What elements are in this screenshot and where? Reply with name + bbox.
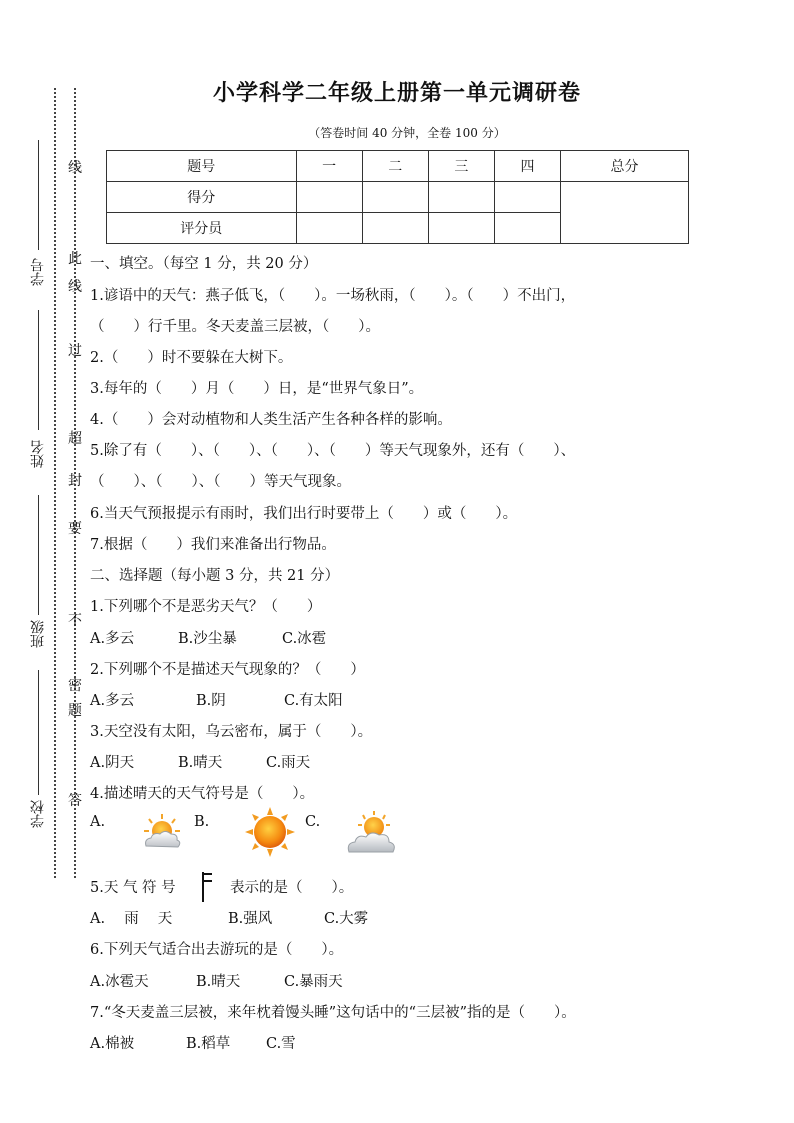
option-c[interactable]: C.雨天: [266, 755, 311, 771]
page-title: 小学科学二年级上册第一单元调研卷: [212, 81, 581, 106]
options-row: [90, 689, 343, 710]
question-text-after: 表示的是（ ）。: [230, 880, 354, 896]
question-line: 2.（ ）时不要躲在大树下。: [90, 350, 293, 366]
cut-line-char: 此: [68, 251, 82, 267]
wind-flag-symbol-icon: [200, 872, 216, 902]
option-c[interactable]: C.雪: [266, 1036, 296, 1052]
question-line: 6.当天气预报提示有雨时，我们出行时要带上（ ）或（ ）。: [90, 506, 518, 522]
grader-cell[interactable]: [428, 213, 494, 244]
grader-cell[interactable]: [296, 213, 362, 244]
option-b[interactable]: B.晴天: [178, 755, 223, 771]
question-line: （ ）、（ ）、（ ）等天气现象。: [90, 474, 351, 490]
table-row: [107, 182, 689, 213]
question-line: （ ）行千里。冬天麦盖三层被，（ ）。: [90, 319, 380, 335]
question-text: 7.“冬天麦盖三层被，来年枕着馒头睡”这句话中的“三层被”指的是（ ）。: [90, 1005, 576, 1021]
question-text: [90, 876, 176, 897]
cut-line-char: 过: [68, 343, 82, 359]
score-table: [106, 150, 689, 244]
option-a[interactable]: A.多云: [90, 631, 135, 647]
sun-over-cloud-icon: [344, 810, 398, 858]
table-header: 一: [296, 151, 362, 182]
question-line: 1.谚语中的天气：燕子低飞，（ ）。一场秋雨，（ ）。（ ）不出门，: [90, 288, 576, 304]
option-a[interactable]: A.阴天: [90, 755, 135, 771]
option-b[interactable]: B.沙尘暴: [178, 631, 237, 647]
option-b[interactable]: B.: [194, 814, 210, 830]
student-id-label: 学号: [30, 258, 46, 286]
grader-cell[interactable]: [362, 213, 428, 244]
table-header: 二: [362, 151, 428, 182]
school-blank: [38, 670, 39, 795]
question-text: 4.描述晴天的天气符号是（ ）。: [90, 786, 315, 802]
row-label: 得分: [107, 182, 297, 213]
option-c[interactable]: C.有太阳: [284, 693, 343, 709]
question-text: 6.下列天气适合出去游玩的是（ ）。: [90, 942, 344, 958]
cut-line-char: 超: [68, 431, 82, 447]
options-row: [90, 1032, 296, 1053]
table-header: 总分: [561, 151, 689, 182]
question-line: 5.除了有（ ）、（ ）、（ ）、（ ）等天气现象外，还有（ ）、: [90, 443, 576, 459]
question-text: 3.天空没有太阳，乌云密布，属于（ ）。: [90, 724, 373, 740]
table-row: [107, 151, 689, 182]
row-label: 评分员: [107, 213, 297, 244]
sun-behind-cloud-icon: [140, 812, 184, 852]
sun-icon: [244, 806, 296, 858]
score-cell[interactable]: [428, 182, 494, 213]
option-b[interactable]: B.阴: [196, 693, 226, 709]
options-row: [90, 627, 326, 648]
options-row: [90, 751, 310, 772]
score-cell[interactable]: [296, 182, 362, 213]
question-line: 4.（ ）会对动植物和人类生活产生各种各样的影响。: [90, 412, 452, 428]
cut-line-char: 封: [68, 473, 82, 489]
question-line: 7.根据（ ）我们来准备出行物品。: [90, 537, 336, 553]
cut-line-char: 线: [68, 160, 82, 176]
question-text: 1.下列哪个不是恶劣天气？（ ）: [90, 599, 322, 615]
section-heading: 二、选择题（每小题 3 分，共 21 分）: [90, 568, 340, 584]
question-text-before: 5.天 气 符 号: [90, 880, 176, 896]
option-b[interactable]: B.晴天: [196, 974, 241, 990]
table-header: 题号: [107, 151, 297, 182]
class-blank: [38, 495, 39, 615]
option-a[interactable]: A.多云: [90, 693, 135, 709]
cut-line-char: 线: [68, 279, 82, 295]
option-a[interactable]: A. 雨 天: [90, 911, 173, 927]
table-header: 四: [494, 151, 560, 182]
option-b[interactable]: B.强风: [228, 911, 273, 927]
school-label: 学校: [30, 800, 46, 828]
option-a[interactable]: A.冰雹天: [90, 974, 149, 990]
options-row: [90, 970, 343, 991]
cut-line-char: 答: [68, 793, 82, 809]
section-heading: 一、填空。（每空 1 分，共 20 分）: [90, 256, 318, 272]
total-score-cell[interactable]: [561, 182, 689, 244]
option-c[interactable]: C.冰雹: [282, 631, 327, 647]
student-id-blank: [38, 140, 39, 250]
name-label: 姓名: [30, 440, 46, 468]
cut-line-char: 要: [68, 521, 82, 537]
option-c[interactable]: C.: [305, 814, 321, 830]
option-c[interactable]: C.暴雨天: [284, 974, 343, 990]
binding-dotted-line-left: [54, 88, 56, 878]
option-a[interactable]: A.棉被: [90, 1036, 135, 1052]
table-header: 三: [428, 151, 494, 182]
score-cell[interactable]: [494, 182, 560, 213]
cut-line-char: 题: [68, 703, 82, 719]
option-a[interactable]: A.: [90, 814, 106, 830]
grader-cell[interactable]: [494, 213, 560, 244]
class-label: 班级: [30, 620, 46, 648]
option-b[interactable]: B.稻草: [186, 1036, 231, 1052]
exam-info: （答卷时间 40 分钟，全卷 100 分）: [308, 126, 506, 140]
question-text: 2.下列哪个不是描述天气现象的？（ ）: [90, 662, 365, 678]
score-cell[interactable]: [362, 182, 428, 213]
cut-line-char: 密: [68, 678, 82, 694]
question-line: 3.每年的（ ）月（ ）日，是“世界气象日”。: [90, 381, 424, 397]
cut-line-char: 不: [68, 613, 82, 629]
option-c[interactable]: C.大雾: [324, 911, 369, 927]
name-blank: [38, 310, 39, 430]
options-row: [90, 907, 368, 928]
